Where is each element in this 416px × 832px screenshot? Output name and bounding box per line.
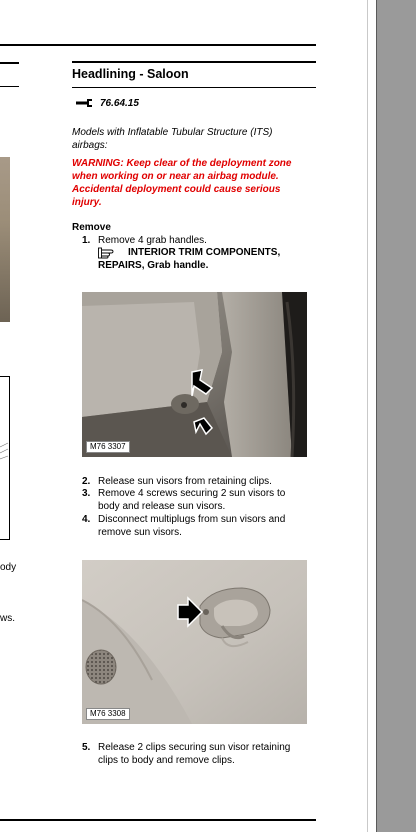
step-number: 2. <box>82 476 91 487</box>
left-photo-fragment <box>0 157 10 322</box>
figure-label: M76 3307 <box>86 441 130 453</box>
models-text: Models with Inflatable Tubular Structure (ITS) airbags: <box>72 127 273 151</box>
title-rule-bottom <box>72 87 316 88</box>
figure-grab-handle <box>82 292 307 457</box>
left-rule-2 <box>0 86 19 87</box>
step-number: 5. <box>82 742 91 753</box>
step-number: 4. <box>82 514 91 525</box>
step-number: 3. <box>82 488 91 499</box>
step-text: Remove 4 screws securing 2 sun visors to body and release sun visors. <box>98 488 286 512</box>
page-gutter <box>376 0 416 832</box>
wrench-icon <box>76 99 92 107</box>
step-text: Release 2 clips securing sun visor retaining clips to body and remove clips. <box>98 742 291 766</box>
bottom-rule <box>0 819 316 821</box>
step-5 <box>82 741 308 767</box>
figure-label: M76 3308 <box>86 708 130 720</box>
step-text: Remove 4 grab handles. <box>98 235 207 246</box>
section-title: Headlining - Saloon <box>72 67 189 81</box>
step-text: Release sun visors from retaining clips. <box>98 476 272 487</box>
left-text-fragment-1: ody <box>0 562 17 573</box>
left-rule-1 <box>0 62 19 64</box>
repair-code-row <box>76 96 139 110</box>
warning-text: WARNING: Keep clear of the deployment zone when working on or near an airbag module. Accidental deployment could cause serious injury. <box>72 158 292 208</box>
step-4 <box>82 513 308 539</box>
repair-code: 76.64.15 <box>100 97 139 109</box>
gutter-divider <box>367 0 368 832</box>
step-number: 1. <box>82 235 91 246</box>
remove-heading: Remove <box>72 222 111 233</box>
title-rule-top <box>72 61 316 63</box>
cross-reference-link[interactable]: INTERIOR TRIM COMPONENTS, REPAIRS, Grab handle. <box>98 247 281 271</box>
left-text-fragment-2: ws. <box>0 613 15 624</box>
left-diagram-fragment <box>0 376 10 540</box>
step-text: Disconnect multiplugs from sun visors and remove sun visors. <box>98 514 286 538</box>
step-3 <box>82 487 308 513</box>
figure-sun-visor-clip <box>82 560 307 724</box>
top-rule <box>0 44 316 46</box>
